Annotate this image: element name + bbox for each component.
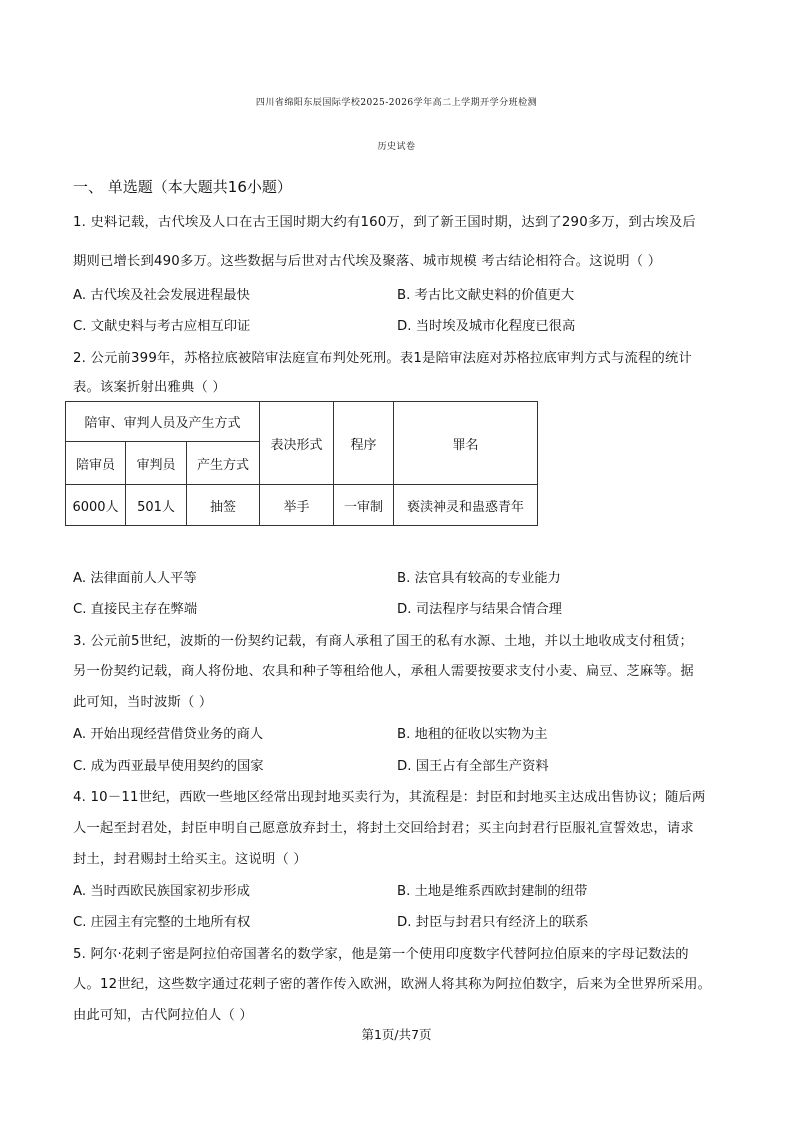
q3-line3: 此可知，当时波斯（ ） bbox=[73, 695, 213, 710]
q4-option-d: D. 封臣与封君只有经济上的联系 bbox=[397, 915, 589, 930]
table-header-charge: 罪名 bbox=[394, 402, 538, 485]
q5-line2: 人。12世纪，这些数字通过花剌子密的著作传入欧洲，欧洲人将其称为阿拉伯数字，后来为全世界所采用。 bbox=[73, 977, 712, 992]
q1-option-a: A. 古代埃及社会发展进程最快 bbox=[73, 288, 250, 303]
q2-option-d: D. 司法程序与结果合情合理 bbox=[397, 602, 562, 617]
q4-option-a: A. 当时西欧民族国家初步形成 bbox=[73, 884, 250, 899]
q4-line1: 4. 10－11世纪，西欧一些地区经常出现封地买卖行为，其流程是：封臣和封地买主达成出售协议；随后两 bbox=[73, 790, 706, 805]
q5-line1: 5. 阿尔·花剌子密是阿拉伯帝国著名的数学家，他是第一个使用印度数字代替阿拉伯原来的字母记数法的 bbox=[73, 947, 689, 962]
q2-option-c: C. 直接民主存在弊端 bbox=[73, 602, 198, 617]
exam-title: 四川省绵阳东辰国际学校2025-2026学年高二上学期开学分班检测 bbox=[255, 98, 538, 108]
table-cell: 亵渎神灵和蛊惑青年 bbox=[394, 485, 538, 526]
q1-option-c: C. 文献史料与考古应相互印证 bbox=[73, 319, 251, 334]
q1-option-d: D. 当时埃及城市化程度已很高 bbox=[397, 319, 576, 334]
q4-option-b: B. 土地是维系西欧封建制的纽带 bbox=[397, 884, 588, 899]
q2-option-b: B. 法官具有较高的专业能力 bbox=[397, 571, 561, 586]
table-subheader-judges: 审判员 bbox=[126, 442, 187, 485]
table-group-header: 陪审、审判人员及产生方式 bbox=[66, 402, 260, 442]
q1-option-b: B. 考古比文献史料的价值更大 bbox=[397, 288, 575, 303]
table-cell: 举手 bbox=[260, 485, 334, 526]
table-subheader-jurors: 陪审员 bbox=[66, 442, 126, 485]
page-footer: 第1页/共7页 bbox=[361, 1027, 432, 1042]
q3-option-b: B. 地租的征收以实物为主 bbox=[397, 727, 548, 742]
q3-option-c: C. 成为西亚最早使用契约的国家 bbox=[73, 759, 264, 774]
table-cell: 501人 bbox=[126, 485, 187, 526]
q1-line2: 期则已增长到490多万。这些数据与后世对古代埃及聚落、城市规模 考古结论相符合。这说明（ ） bbox=[73, 254, 662, 269]
q4-option-c: C. 庄园主有完整的土地所有权 bbox=[73, 915, 251, 930]
exam-subtitle: 历史试卷 bbox=[377, 142, 416, 152]
table-header-procedure: 程序 bbox=[334, 402, 394, 485]
q3-line1: 3. 公元前5世纪，波斯的一份契约记载，有商人承租了国王的私有水源、土地，并以土地收成支付租赁； bbox=[73, 634, 694, 649]
q3-line2: 另一份契约记载，商人将份地、农具和种子等租给他人，承租人需要按要求支付小麦、扁豆、芝麻等。据 bbox=[73, 664, 694, 679]
table-header-vote: 表决形式 bbox=[260, 402, 334, 485]
q2-line2: 表。该案折射出雅典（ ） bbox=[73, 380, 226, 395]
section-heading: 一、 单选题（本大题共16小题） bbox=[73, 178, 292, 196]
q5-line3: 由此可知，古代阿拉伯人（ ） bbox=[73, 1008, 253, 1023]
table-subheader-method: 产生方式 bbox=[187, 442, 260, 485]
table-cell: 抽签 bbox=[187, 485, 260, 526]
q2-option-a: A. 法律面前人人平等 bbox=[73, 571, 197, 586]
q4-line2: 人一起至封君处，封臣申明自己愿意放弃封土，将封土交回给封君；买主向封君行臣服礼宣誓效忠，请求 bbox=[73, 821, 694, 836]
trial-table bbox=[65, 401, 538, 526]
q2-line1: 2. 公元前399年，苏格拉底被陪审法庭宣布判处死刑。表1是陪审法庭对苏格拉底审判方式与流程的统计 bbox=[73, 351, 693, 366]
table-cell: 6000人 bbox=[66, 485, 126, 526]
q4-line3: 封土，封君赐封土给买主。这说明（ ） bbox=[73, 852, 307, 867]
q3-option-a: A. 开始出现经营借贷业务的商人 bbox=[73, 727, 264, 742]
q3-option-d: D. 国王占有全部生产资料 bbox=[397, 759, 549, 774]
table-cell: 一审制 bbox=[334, 485, 394, 526]
q1-line1: 1. 史料记载，古代埃及人口在古王国时期大约有160万，到了新王国时期，达到了290多万，到古埃及后 bbox=[73, 215, 696, 230]
